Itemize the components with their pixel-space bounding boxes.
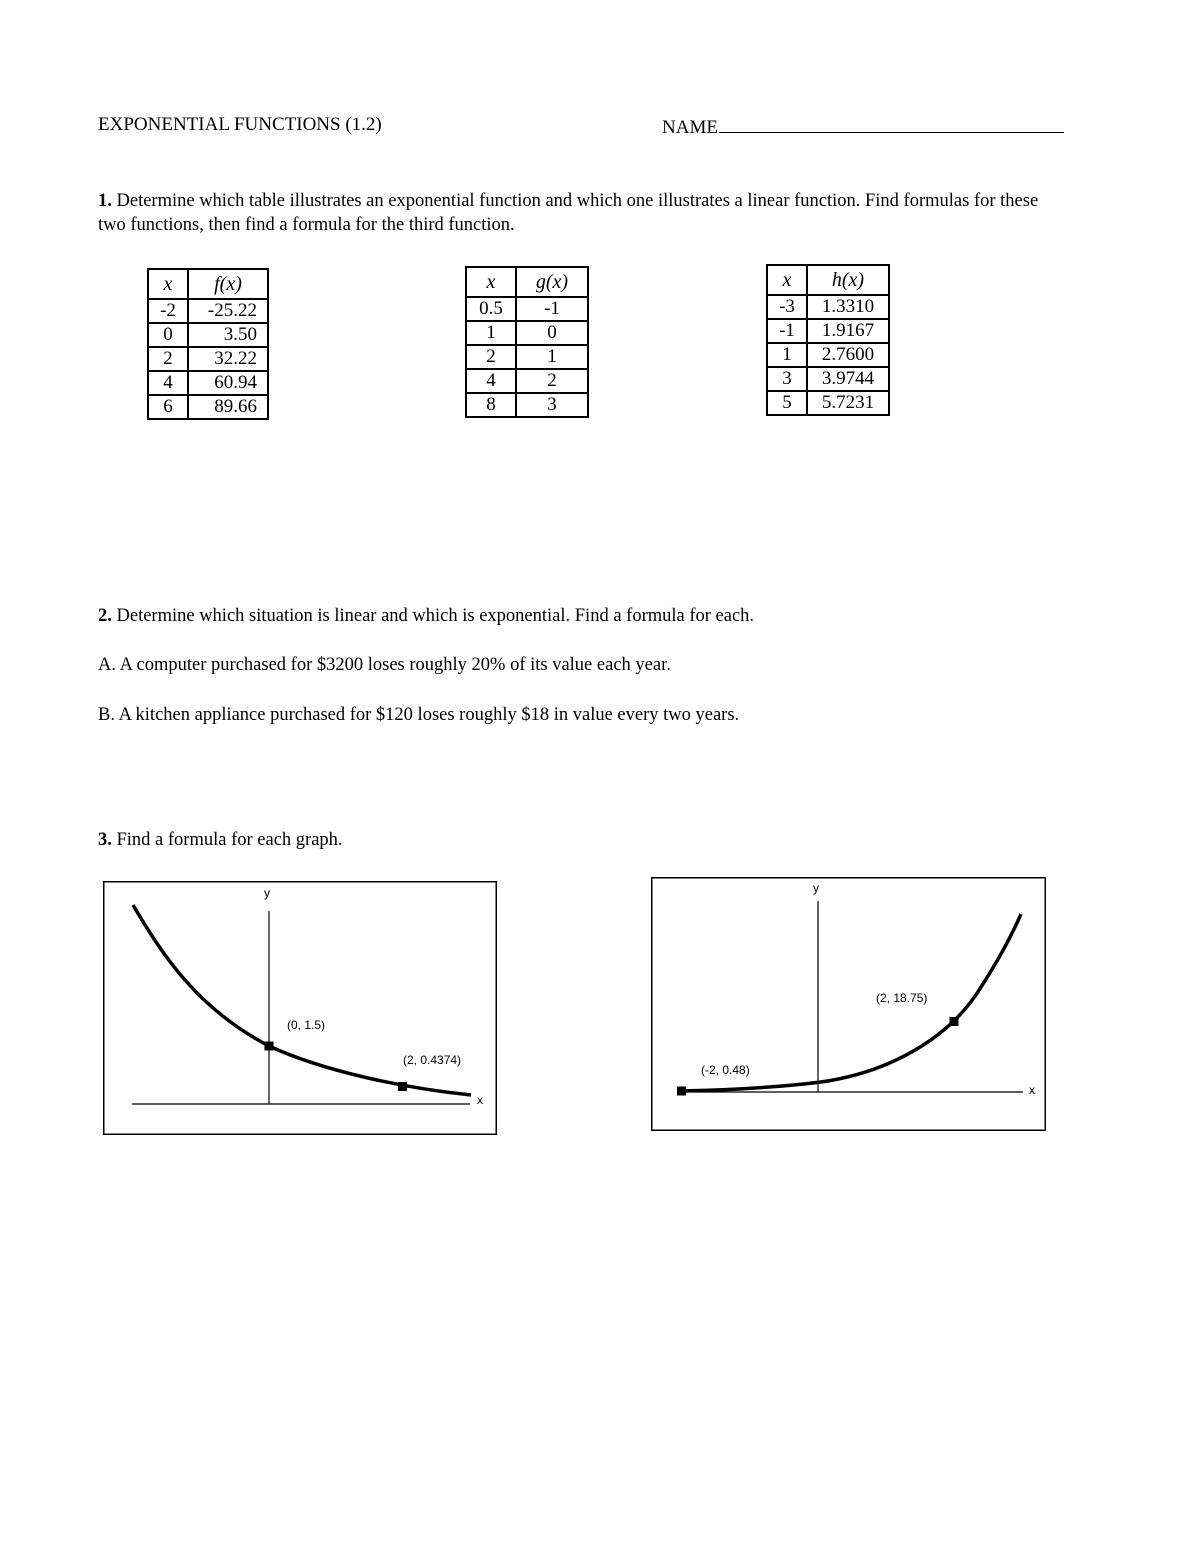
table-cell: 1 (466, 321, 516, 345)
question-2 (98, 604, 1058, 628)
question-1-number: 1. (98, 191, 112, 211)
table-header-cell: f(x) (188, 269, 268, 299)
question-3-text: Find a formula for each graph. (116, 830, 343, 850)
table-row (466, 267, 588, 297)
table-cell: 3.50 (188, 323, 268, 347)
table-cell: 89.66 (188, 395, 268, 419)
graph-1 (103, 881, 497, 1135)
graph-2-point-1 (677, 1087, 686, 1096)
table-row (148, 299, 268, 323)
graph-2-point-2-label: (2, 18.75) (876, 991, 928, 1005)
graph-1-point-1-label: (0, 1.5) (287, 1018, 326, 1032)
graph-2-point-1-label: (-2, 0.48) (701, 1063, 750, 1077)
question-1 (98, 189, 1058, 237)
table-cell: 0.5 (466, 297, 516, 321)
table-row (767, 391, 889, 415)
table-cell: 2 (516, 369, 588, 393)
table-row (466, 345, 588, 369)
name-blank-line (719, 114, 1064, 133)
table-cell: 60.94 (188, 371, 268, 395)
table-header-cell: h(x) (807, 265, 889, 295)
table-row (466, 321, 588, 345)
table-cell: 4 (466, 369, 516, 393)
table-cell: -2 (148, 299, 188, 323)
table-row (148, 323, 268, 347)
graph-1-y-label: y (264, 886, 270, 900)
table-header-cell: x (466, 267, 516, 297)
table-row (767, 319, 889, 343)
table-cell: 2 (148, 347, 188, 371)
question-1-text: Determine which table illustrates an exponential function and which one illustrates a linear function. Find formulas for these two functions, then find a formula for the third function. (98, 191, 1039, 235)
graph-2 (651, 877, 1046, 1131)
table-cell: 0 (148, 323, 188, 347)
table-cell: 8 (466, 393, 516, 417)
table-row (466, 393, 588, 417)
worksheet-title: EXPONENTIAL FUNCTIONS (1.2) (98, 114, 382, 135)
table-row (466, 369, 588, 393)
table-cell: 6 (148, 395, 188, 419)
name-field[interactable] (662, 114, 1064, 139)
table-cell: 0 (516, 321, 588, 345)
question-2-part-a: A. A computer purchased for $3200 loses roughly 20% of its value each year. (98, 655, 671, 675)
graph-1-x-label: x (477, 1093, 483, 1107)
question-2-text: Determine which situation is linear and which is exponential. Find a formula for each. (116, 606, 755, 626)
table-cell: 1.9167 (807, 319, 889, 343)
table-cell: 3.9744 (807, 367, 889, 391)
table-cell: 1 (767, 343, 807, 367)
table-cell: 1 (516, 345, 588, 369)
table-cell: 3 (767, 367, 807, 391)
table-row (148, 347, 268, 371)
table-cell: 4 (148, 371, 188, 395)
graph-2-point-2 (950, 1017, 959, 1026)
table-row (466, 297, 588, 321)
table-cell: 1.3310 (807, 295, 889, 319)
table-cell: -1 (516, 297, 588, 321)
graph-1-point-2 (398, 1082, 407, 1091)
question-3 (98, 828, 1058, 852)
table-cell: 5 (767, 391, 807, 415)
table-row (148, 395, 268, 419)
table-cell: 5.7231 (807, 391, 889, 415)
table-cell: 3 (516, 393, 588, 417)
table-f (147, 268, 269, 420)
table-header-cell: x (148, 269, 188, 299)
table-header-cell: x (767, 265, 807, 295)
graph-1-frame (104, 882, 497, 1135)
graph-2-x-label: x (1029, 1083, 1035, 1097)
table-cell: -3 (767, 295, 807, 319)
graph-2-y-label: y (813, 881, 819, 895)
table-cell: 2.7600 (807, 343, 889, 367)
name-label: NAME (662, 117, 718, 138)
table-cell: 32.22 (188, 347, 268, 371)
table-row (767, 343, 889, 367)
table-row (148, 269, 268, 299)
table-row (148, 371, 268, 395)
question-2-part-b: B. A kitchen appliance purchased for $120 loses roughly $18 in value every two years. (98, 705, 740, 725)
graph-1-point-2-label: (2, 0.4374) (403, 1053, 462, 1067)
question-3-number: 3. (98, 830, 112, 850)
table-row (767, 295, 889, 319)
table-cell: 2 (466, 345, 516, 369)
table-row (767, 367, 889, 391)
question-2-number: 2. (98, 606, 112, 626)
table-cell: -25.22 (188, 299, 268, 323)
table-cell: -1 (767, 319, 807, 343)
table-g (465, 266, 589, 418)
table-header-cell: g(x) (516, 267, 588, 297)
table-h (766, 264, 890, 416)
table-row (767, 265, 889, 295)
graph-1-point-1 (265, 1042, 274, 1051)
